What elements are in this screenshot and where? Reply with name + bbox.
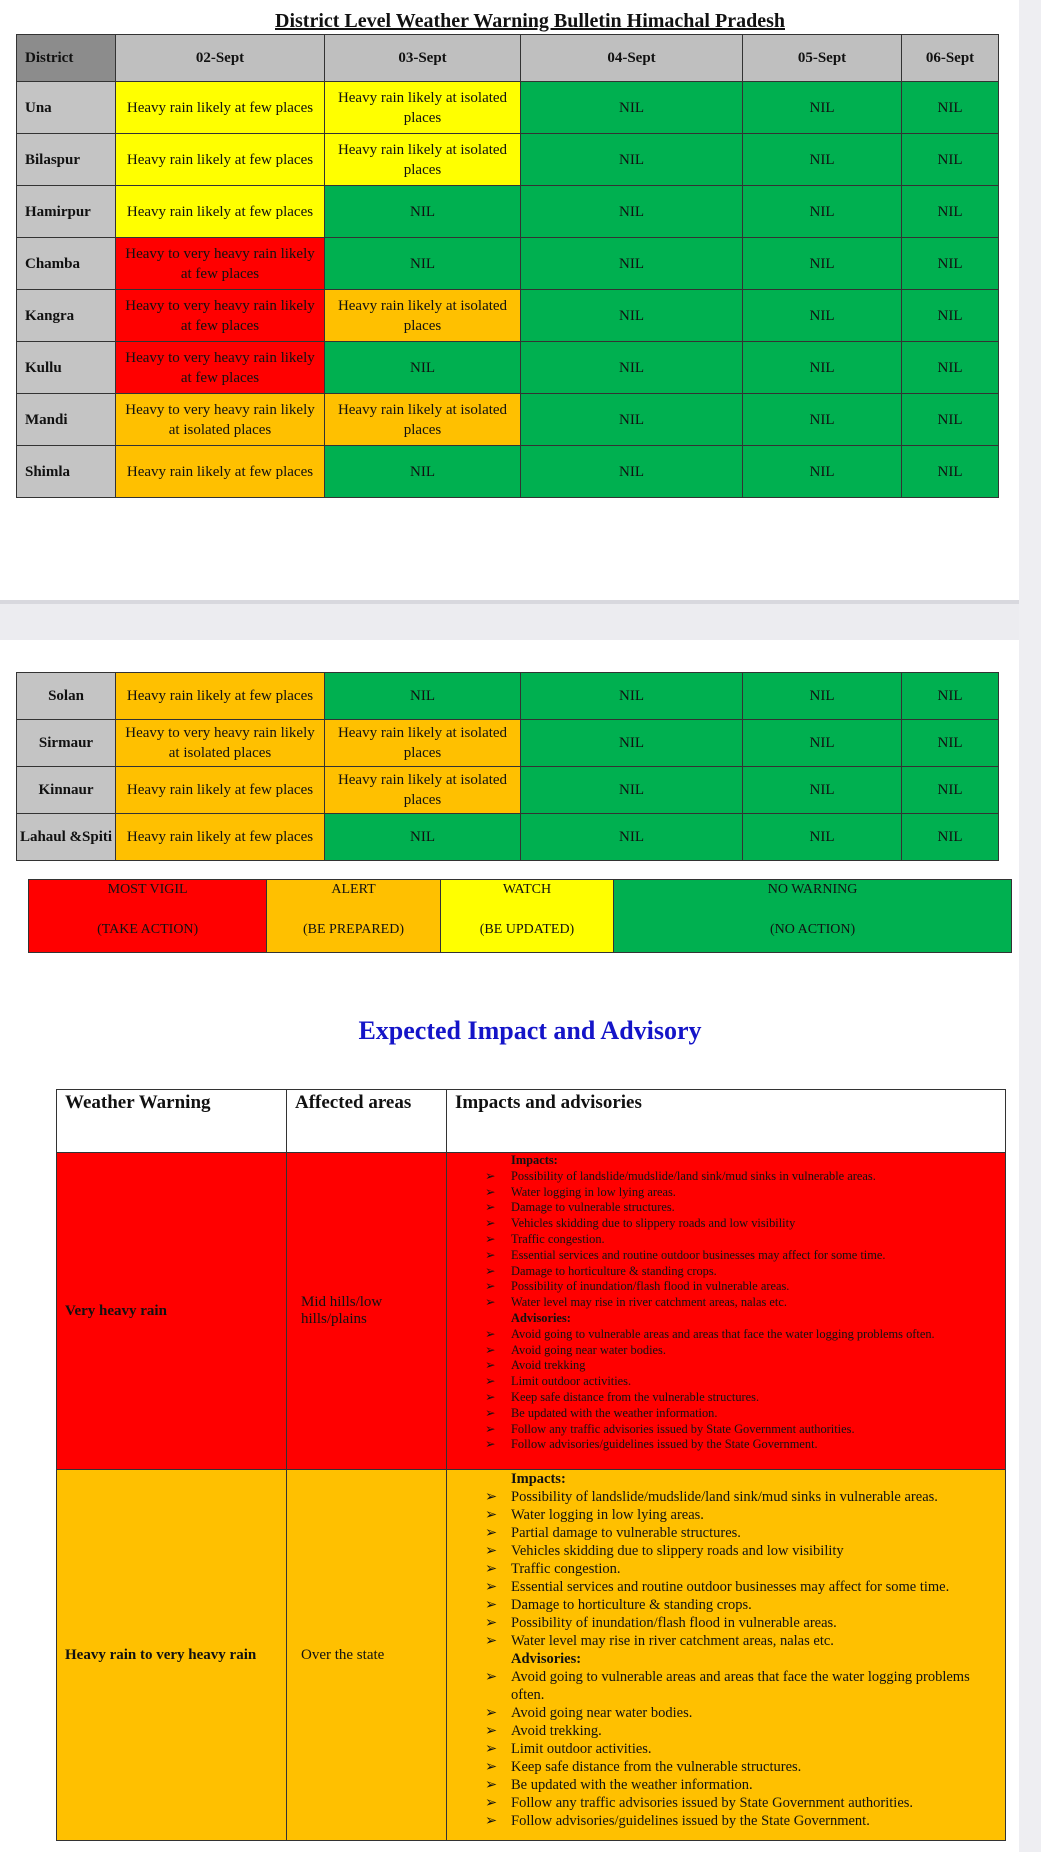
advisory-item	[485, 1776, 1001, 1794]
impact-text: Traffic congestion.	[511, 1231, 605, 1246]
impact-text: Essential services and routine outdoor businesses may affect for some time.	[511, 1247, 886, 1262]
impact-text: Water level may rise in river catchment areas, nalas etc.	[511, 1295, 787, 1310]
district-name: Chamba	[17, 238, 116, 290]
bullet-arrow-icon: ➢	[485, 1389, 496, 1404]
bullet-arrow-icon: ➢	[485, 1597, 498, 1613]
impact-item	[485, 1542, 1001, 1560]
impact-text: Traffic congestion.	[511, 1561, 621, 1577]
bulletin-title: District Level Weather Warning Bulletin Himachal Pradesh	[275, 10, 785, 32]
table-row	[17, 238, 999, 290]
table-row	[17, 290, 999, 342]
advisory-header-areas: Affected areas	[287, 1090, 447, 1153]
forecast-cell: NIL	[743, 814, 902, 861]
advisories-label: Advisories:	[511, 1651, 582, 1667]
page-break-shadow	[0, 600, 1019, 604]
forecast-cell: NIL	[902, 82, 999, 134]
forecast-cell: NIL	[325, 238, 521, 290]
advisory-text: Avoid going to vulnerable areas and areas that face the water logging problems often.	[511, 1326, 935, 1341]
advisories-label: Advisories:	[511, 1310, 571, 1325]
forecast-cell: NIL	[902, 814, 999, 861]
forecast-cell: Heavy rain likely at isolated places	[325, 394, 521, 446]
forecast-cell: NIL	[902, 290, 999, 342]
district-name: Kinnaur	[17, 767, 116, 814]
advisory-text: Follow advisories/guidelines issued by the State Government.	[511, 1437, 818, 1452]
impact-text: Water logging in low lying areas.	[511, 1184, 676, 1199]
legend-item	[267, 880, 440, 952]
forecast-cell: NIL	[743, 134, 902, 186]
advisory-table	[56, 1089, 1006, 1841]
advisory-item	[485, 1758, 1001, 1776]
forecast-cell: Heavy to very heavy rain likely at few places	[116, 290, 325, 342]
advisory-item	[485, 1437, 1001, 1453]
header-date: 03-Sept	[325, 35, 521, 82]
impact-item	[485, 1506, 1001, 1524]
advisory-item	[485, 1422, 1001, 1438]
forecast-cell: NIL	[521, 290, 743, 342]
impact-text: Water level may rise in river catchment areas, nalas etc.	[511, 1633, 834, 1649]
district-name: Lahaul &Spiti	[17, 814, 116, 861]
advisory-text: Avoid going to vulnerable areas and areas that face the water logging problems often.	[511, 1669, 970, 1703]
forecast-cell: Heavy rain likely at few places	[116, 82, 325, 134]
impact-item	[485, 1232, 1001, 1248]
advisory-row	[57, 1153, 1006, 1470]
bullet-arrow-icon: ➢	[485, 1263, 496, 1278]
bullet-arrow-icon: ➢	[485, 1777, 498, 1793]
advisory-row	[57, 1470, 1006, 1841]
forecast-cell: Heavy to very heavy rain likely at few places	[116, 342, 325, 394]
forecast-cell: NIL	[521, 446, 743, 498]
advisory-text: Follow any traffic advisories issued by State Government authorities.	[511, 1795, 914, 1811]
bullet-arrow-icon: ➢	[485, 1326, 496, 1341]
forecast-cell: NIL	[902, 238, 999, 290]
header-row	[17, 35, 999, 82]
impacts-list	[485, 1488, 1001, 1650]
table-row	[17, 767, 999, 814]
advisory-item	[485, 1343, 1001, 1359]
forecast-cell: NIL	[521, 394, 743, 446]
forecast-cell: Heavy to very heavy rain likely at isolated places	[116, 720, 325, 767]
impact-text: Possibility of inundation/flash flood in vulnerable areas.	[511, 1615, 837, 1631]
forecast-cell: Heavy rain likely at isolated places	[325, 82, 521, 134]
impact-text: Damage to horticulture & standing crops.	[511, 1263, 717, 1278]
bullet-arrow-icon: ➢	[485, 1525, 498, 1541]
forecast-cell: NIL	[902, 394, 999, 446]
forecast-cell: NIL	[743, 342, 902, 394]
forecast-cell: NIL	[521, 814, 743, 861]
bullet-arrow-icon: ➢	[485, 1795, 498, 1811]
impact-text: Vehicles skidding due to slippery roads and low visibility	[511, 1543, 844, 1559]
forecast-cell: NIL	[521, 767, 743, 814]
forecast-cell: NIL	[743, 446, 902, 498]
impact-text: Essential services and routine outdoor businesses may affect for some time.	[511, 1579, 950, 1595]
bullet-arrow-icon: ➢	[485, 1759, 498, 1775]
impact-text: Water logging in low lying areas.	[511, 1507, 704, 1523]
advisory-item	[485, 1740, 1001, 1758]
bullet-arrow-icon: ➢	[485, 1633, 498, 1649]
impact-item	[485, 1248, 1001, 1264]
impact-text: Vehicles skidding due to slippery roads and low visibility	[511, 1216, 796, 1231]
forecast-cell: NIL	[743, 238, 902, 290]
advisory-title: Expected Impact and Advisory	[358, 1016, 702, 1045]
district-name: Shimla	[17, 446, 116, 498]
table-row	[17, 394, 999, 446]
weather-warning: Heavy rain to very heavy rain	[57, 1470, 287, 1841]
legend-sublabel: (NO ACTION)	[770, 922, 856, 937]
impact-text: Partial damage to vulnerable structures.	[511, 1525, 741, 1541]
table-row	[17, 446, 999, 498]
impact-item	[485, 1169, 1001, 1185]
forecast-cell: Heavy rain likely at few places	[116, 814, 325, 861]
forecast-cell: Heavy rain likely at isolated places	[325, 134, 521, 186]
bullet-arrow-icon: ➢	[485, 1358, 496, 1373]
header-date: 02-Sept	[116, 35, 325, 82]
advisory-item	[485, 1812, 1001, 1830]
bullet-arrow-icon: ➢	[485, 1216, 496, 1231]
advisory-item	[485, 1722, 1001, 1740]
table-row	[17, 720, 999, 767]
color-legend	[28, 879, 1012, 953]
district-name: Mandi	[17, 394, 116, 446]
bullet-arrow-icon: ➢	[485, 1231, 496, 1246]
advisory-item	[485, 1406, 1001, 1422]
forecast-cell: NIL	[325, 673, 521, 720]
forecast-cell: Heavy rain likely at few places	[116, 134, 325, 186]
impact-text: Possibility of landslide/mudslide/land sink/mud sinks in vulnerable areas.	[511, 1168, 876, 1183]
district-name: Solan	[17, 673, 116, 720]
forecast-cell: Heavy rain likely at isolated places	[325, 290, 521, 342]
table-row	[17, 673, 999, 720]
impacts-list	[485, 1169, 1001, 1311]
forecast-cell: NIL	[902, 342, 999, 394]
table-row	[17, 82, 999, 134]
advisory-text: Keep safe distance from the vulnerable structures.	[511, 1759, 802, 1775]
forecast-cell: NIL	[902, 446, 999, 498]
forecast-cell: NIL	[743, 82, 902, 134]
impact-text: Possibility of landslide/mudslide/land sink/mud sinks in vulnerable areas.	[511, 1489, 938, 1505]
bullet-arrow-icon: ➢	[485, 1561, 498, 1577]
district-name: Bilaspur	[17, 134, 116, 186]
advisories-list	[485, 1668, 1001, 1830]
legend-sublabel: (BE PREPARED)	[302, 922, 404, 937]
forecast-cell: NIL	[325, 814, 521, 861]
forecast-cell: NIL	[743, 673, 902, 720]
district-name: Kullu	[17, 342, 116, 394]
impact-text: Damage to horticulture & standing crops.	[511, 1597, 752, 1613]
bullet-arrow-icon: ➢	[485, 1374, 496, 1389]
bullet-arrow-icon: ➢	[485, 1543, 498, 1559]
table-row	[17, 134, 999, 186]
advisory-header-warning: Weather Warning	[57, 1090, 287, 1153]
advisory-text: Be updated with the weather information.	[511, 1405, 718, 1420]
legend-label: NO WARNING	[767, 882, 858, 897]
forecast-cell: Heavy rain likely at few places	[116, 446, 325, 498]
advisory-text: Keep safe distance from the vulnerable structures.	[511, 1389, 760, 1404]
impact-item	[485, 1264, 1001, 1280]
bullet-arrow-icon: ➢	[485, 1200, 496, 1215]
impact-item	[485, 1295, 1001, 1311]
affected-areas: Over the state	[287, 1470, 447, 1841]
header-date: 06-Sept	[902, 35, 999, 82]
header-date: 04-Sept	[521, 35, 743, 82]
forecast-cell: NIL	[902, 134, 999, 186]
impact-text: Possibility of inundation/flash flood in vulnerable areas.	[511, 1279, 790, 1294]
advisory-item	[485, 1794, 1001, 1812]
impact-item	[485, 1279, 1001, 1295]
forecast-cell: NIL	[743, 186, 902, 238]
impact-item	[485, 1488, 1001, 1506]
advisory-text: Limit outdoor activities.	[511, 1374, 632, 1389]
bullet-arrow-icon: ➢	[485, 1741, 498, 1757]
forecast-cell: NIL	[521, 342, 743, 394]
bullet-arrow-icon: ➢	[485, 1615, 498, 1631]
forecast-cell: NIL	[325, 446, 521, 498]
forecast-cell: NIL	[325, 186, 521, 238]
advisory-text: Follow any traffic advisories issued by State Government authorities.	[511, 1421, 855, 1436]
advisory-item	[485, 1327, 1001, 1343]
advisory-header-row	[57, 1090, 1006, 1153]
impacts-advisories-cell	[447, 1470, 1006, 1841]
forecast-cell: NIL	[902, 720, 999, 767]
bullet-arrow-icon: ➢	[485, 1579, 498, 1595]
advisory-header-impacts: Impacts and advisories	[447, 1090, 1006, 1153]
bullet-arrow-icon: ➢	[485, 1295, 496, 1310]
forecast-cell: NIL	[521, 134, 743, 186]
warning-table-page-1	[16, 34, 999, 498]
advisory-text: Avoid trekking.	[511, 1723, 602, 1739]
legend-label: WATCH	[502, 882, 552, 897]
impact-item	[485, 1632, 1001, 1650]
district-name: Sirmaur	[17, 720, 116, 767]
advisory-text: Avoid going near water bodies.	[511, 1705, 693, 1721]
table-row	[17, 186, 999, 238]
forecast-cell: NIL	[521, 673, 743, 720]
advisory-text: Avoid trekking	[511, 1358, 586, 1373]
forecast-cell: NIL	[521, 238, 743, 290]
advisory-item	[485, 1668, 1001, 1704]
forecast-cell: Heavy to very heavy rain likely at isolated places	[116, 394, 325, 446]
bullet-arrow-icon: ➢	[485, 1168, 496, 1183]
legend-item	[614, 880, 1011, 952]
bullet-arrow-icon: ➢	[485, 1705, 498, 1721]
forecast-cell: NIL	[521, 82, 743, 134]
forecast-cell: Heavy rain likely at isolated places	[325, 767, 521, 814]
impact-item	[485, 1200, 1001, 1216]
weather-warning: Very heavy rain	[57, 1153, 287, 1470]
bullet-arrow-icon: ➢	[485, 1489, 498, 1505]
page-break	[0, 600, 1019, 640]
header-district: District	[17, 35, 116, 82]
impact-item	[485, 1524, 1001, 1542]
district-name: Kangra	[17, 290, 116, 342]
forecast-cell: Heavy rain likely at few places	[116, 186, 325, 238]
bullet-arrow-icon: ➢	[485, 1421, 496, 1436]
legend-sublabel: (BE UPDATED)	[479, 922, 575, 937]
bullet-arrow-icon: ➢	[485, 1669, 498, 1685]
legend-item	[441, 880, 614, 952]
district-name: Hamirpur	[17, 186, 116, 238]
advisory-item	[485, 1704, 1001, 1722]
impact-item	[485, 1216, 1001, 1232]
impact-text: Damage to vulnerable structures.	[511, 1200, 675, 1215]
forecast-cell: NIL	[521, 186, 743, 238]
forecast-cell: NIL	[743, 394, 902, 446]
forecast-cell: NIL	[902, 767, 999, 814]
advisory-text: Follow advisories/guidelines issued by the State Government.	[511, 1813, 870, 1829]
advisory-text: Avoid going near water bodies.	[511, 1342, 666, 1357]
forecast-cell: NIL	[743, 767, 902, 814]
advisory-text: Be updated with the weather information.	[511, 1777, 753, 1793]
advisory-text: Limit outdoor activities.	[511, 1741, 652, 1757]
bullet-arrow-icon: ➢	[485, 1342, 496, 1357]
forecast-cell: NIL	[743, 720, 902, 767]
advisory-item	[485, 1358, 1001, 1374]
impact-item	[485, 1560, 1001, 1578]
impact-item	[485, 1185, 1001, 1201]
legend-sublabel: (TAKE ACTION)	[97, 922, 199, 937]
advisory-item	[485, 1374, 1001, 1390]
scrollbar[interactable]	[1019, 0, 1041, 1852]
forecast-cell: Heavy to very heavy rain likely at few places	[116, 238, 325, 290]
forecast-cell: NIL	[743, 290, 902, 342]
warning-table-page-2	[16, 672, 999, 861]
bullet-arrow-icon: ➢	[485, 1437, 496, 1452]
forecast-cell: Heavy rain likely at few places	[116, 767, 325, 814]
forecast-cell: NIL	[902, 186, 999, 238]
advisory-item	[485, 1390, 1001, 1406]
forecast-cell: NIL	[902, 673, 999, 720]
impact-item	[485, 1578, 1001, 1596]
affected-areas: Mid hills/low hills/plains	[287, 1153, 447, 1470]
impact-item	[485, 1614, 1001, 1632]
table-row	[17, 814, 999, 861]
bullet-arrow-icon: ➢	[485, 1507, 498, 1523]
legend-label: MOST VIGIL	[107, 882, 188, 897]
impact-item	[485, 1596, 1001, 1614]
table-row	[17, 342, 999, 394]
legend-item	[29, 880, 267, 952]
bullet-arrow-icon: ➢	[485, 1723, 498, 1739]
forecast-cell: Heavy rain likely at isolated places	[325, 720, 521, 767]
header-date: 05-Sept	[743, 35, 902, 82]
bullet-arrow-icon: ➢	[485, 1405, 496, 1420]
advisories-list	[485, 1327, 1001, 1453]
forecast-cell: Heavy rain likely at few places	[116, 673, 325, 720]
impacts-advisories-cell	[447, 1153, 1006, 1470]
forecast-cell: NIL	[521, 720, 743, 767]
impacts-label: Impacts:	[511, 1471, 566, 1487]
legend-label: ALERT	[331, 882, 376, 897]
district-name: Una	[17, 82, 116, 134]
bullet-arrow-icon: ➢	[485, 1247, 496, 1262]
bullet-arrow-icon: ➢	[485, 1813, 498, 1829]
impacts-label: Impacts:	[511, 1153, 558, 1167]
bullet-arrow-icon: ➢	[485, 1279, 496, 1294]
forecast-cell: NIL	[325, 342, 521, 394]
bullet-arrow-icon: ➢	[485, 1184, 496, 1199]
